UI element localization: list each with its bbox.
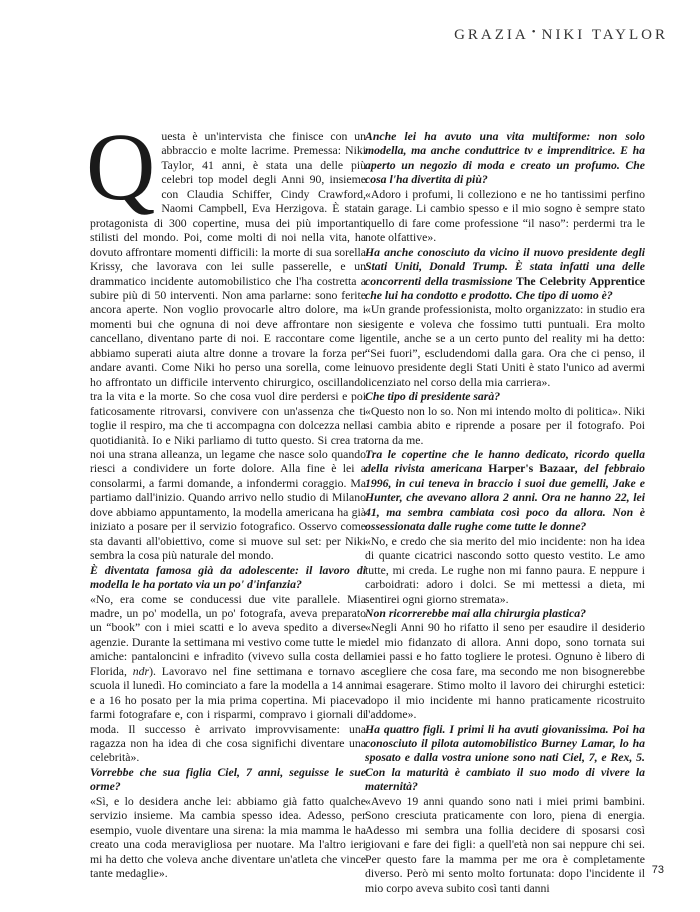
right-column: [365, 130, 645, 896]
question-4-text-a: Ha anche conosciuto da vicino il nuovo presidente degli Stati Uniti, Donald Trump. È stata infatti una delle concorrenti della trasmissione: [365, 245, 645, 288]
answer-2: «Sì, e lo desidera anche lei: abbiamo già fatto qualche servizio insieme. Ma cambia spesso idea. Adesso, per esempio, vuole diventare una sirena: la mia mamma le ha creato una coda meravigliosa per nuotare. Ma l'altro ieri mi ha detto che voleva anche diventare un'atleta che vince tante medaglie».: [90, 794, 366, 881]
show-title: The Celebrity Apprentice: [516, 274, 646, 288]
answer-1-text-b: ). Lavoravo nel fine settimana e tornavo a scuola il lunedì. Ho cominciato a fare la modella a 14 anni e a 16 ho posato per la mia prima copertina. Mi piaceva farmi fotografare e, con i risparmi, compravo i giornali di moda. Il successo è arrivato improvvisamente: una ragazza non ha idea di che cosa significhi diventare una celebrità».: [90, 664, 366, 765]
editor-note: ndr: [132, 664, 150, 678]
question-6-text-b: , del febbraio 1996, in cui teneva in braccio i suoi due gemelli, Jake e Hunter, che avevano allora 2 anni. Ora ne hanno 22, lei 41, ma sembra cambiata così poco da allora. Non è ossessionata dalle rughe come tutte le donne?: [365, 462, 645, 534]
page-header: [454, 26, 668, 44]
answer-3: «Adoro i profumi, li colleziono e ne ho tantissimi perfino in garage. Li cambio spesso e il mio sogno è sempre stato quello di fare come professione “il naso”: perdermi tra le note olfattive».: [365, 187, 645, 245]
magazine-title: Harper's Bazaar: [488, 462, 576, 476]
magazine-brand: GRAZIA: [454, 27, 529, 43]
drop-cap: Q: [86, 113, 156, 220]
question-3: Anche lei ha avuto una vita multiforme: non solo modella, ma anche conduttrice tv e imprenditrice. E ha aperto un negozio di moda e creato un profumo. Che cosa l'ha divertita di più?: [365, 130, 645, 187]
header-separator: •: [531, 26, 539, 38]
intro-paragraph: [86, 113, 366, 564]
question-1: È diventata famosa già da adolescente: il lavoro di modella le ha portato via un po' d'infanzia?: [90, 563, 366, 592]
question-6-text-a: Tra le copertine che le hanno dedicato, ricordo quella della rivista americana: [365, 447, 645, 476]
article-subject: NIKI TAYLOR: [541, 27, 668, 43]
answer-1: [90, 593, 366, 766]
answer-7: «Negli Anni 90 ho rifatto il seno per esaudire il desiderio del mio fidanzato di allora. Anni dopo, sono tornata sui miei passi e ho fatto togliere le protesi. Ognuno è libero di scegliere che cosa fare, ma secondo me non bisognerebbe mai esagerare. Stimo molto il lavoro dei chirurghi estetici: dopo il mio incidente mi hanno praticamente ricostruito l'addome».: [365, 621, 645, 722]
question-8: Ha quattro figli. I primi li ha avuti giovanissima. Poi ha conosciuto il pilota automobilistico Burney Lamar, lo ha sposato e dalla vostra unione sono nati Ciel, 7, e Rex, 5. Con la maturità è cambiato il suo modo di vivere la maternità?: [365, 722, 645, 794]
question-4: [365, 246, 645, 304]
page-number: 73: [651, 864, 664, 876]
intro-text: uesta è un'intervista che finisce con un abbraccio e molte lacrime. Premessa: Niki Taylor, 41 anni, è stata una delle più celebri top model degli Anni 90, insieme con Claudia Schiffer, Cindy Crawford, Naomi Campbell, Eva Herzigova. È stata protagonista di 300 copertine, musa dei più importanti stilisti del mondo. Poi, come molti di noi nella vita, ha dovuto affrontare momenti difficili: la morte di sua sorella Krissy, che lavorava con lei sulle passerelle, e un drammatico incidente automobilistico che l'ha costretta a subire più di 50 interventi. Non ama parlarne: sono ferite ancora aperte. Non voglio provocarle altro dolore, ma i momenti bui che ognuna di noi deve affrontare non si cancellano, diventano parte di noi. E raccontare come li abbiamo superati aiuta altre donne a trovare la forza per andare avanti. Come Niki ho perso una sorella, come lei ho affrontato un difficile intervento chirurgico, oscillando tra la vita e la morte. So che cosa vuol dire perdersi e poi faticosamente ritrovarsi, convivere con un'assenza che ti toglie il respiro, ma che ti accompagna con dolcezza nella quotidianità. Io e Niki parliamo di tutto questo. Si crea tra noi una strana alleanza, un legame che nasce solo quando riesci a condividere un forte dolore. Alla fine è lei a consolarmi, a farmi domande, a infondermi coraggio. Ma partiamo dall'inizio. Quando arrivo nello studio di Milano dove abbiamo appuntamento, la modella americana ha già iniziato a posare per il servizio fotografico. Osservo come sta davanti all'obiettivo, come si muove sul set: per Niki sembra la cosa più naturale del mondo.: [90, 130, 366, 563]
question-6: [365, 448, 645, 535]
answer-6: «No, e credo che sia merito del mio incidente: non ha idea di quante cicatrici nascondo sotto questo vestito. Le amo tutte, mi creda. Le rughe non mi fanno paura. E neppure i carboidrati: adoro i dolci. Se mi mettessi a dieta, mi sentirei ogni giorno stremata».: [365, 534, 645, 606]
left-column: [86, 113, 366, 882]
answer-4: «Un grande professionista, molto organizzato: in studio era esigente e voleva che fossimo tutti puntuali. Era molto gentile, anche se a un certo punto del reality mi ha detto: “Sei fuori”, escludendomi dalla gara. Ora che ci penso, il nuovo presidente degli Stati Uniti è stato l'unico ad avermi licenziato nel corso della mia carriera».: [365, 303, 645, 389]
answer-8: «Avevo 19 anni quando sono nati i miei primi bambini. Sono cresciuta praticamente con loro, piena di energia. Adesso mi sembra una follia decidere di sposarsi così giovani e fare dei figli: a quell'età non sai neppure chi sei. Per questo fare la mamma per me ora è completamente diverso. Però mi sento molto fortunata: dopo l'incidente il mio corpo aveva subito così tanti danni: [365, 794, 645, 895]
question-4-text-b: che lui ha condotto e prodotto. Che tipo di uomo è?: [365, 288, 613, 302]
question-5: Che tipo di presidente sarà?: [365, 390, 501, 404]
answer-1-text-a: «No, era come se conducessi due vite parallele. Mia madre, un po' modella, un po' fotografa, aveva preparato un “book” con i miei scatti e lo aveva spedito a diverse agenzie. Durante la settimana mi vestivo come tutte le mie amiche: pantaloncini e infradito (vivevo sulla costa della Florida,: [90, 592, 366, 678]
question-2: Vorrebbe che sua figlia Ciel, 7 anni, seguisse le sue orme?: [90, 765, 366, 794]
question-7: Non ricorrerebbe mai alla chirurgia plastica?: [365, 606, 586, 620]
answer-5: «Questo non lo so. Non mi intendo molto di politica». Niki si cambia abito e riprende a posare per il fotografo. Poi torna da me.: [365, 404, 645, 447]
